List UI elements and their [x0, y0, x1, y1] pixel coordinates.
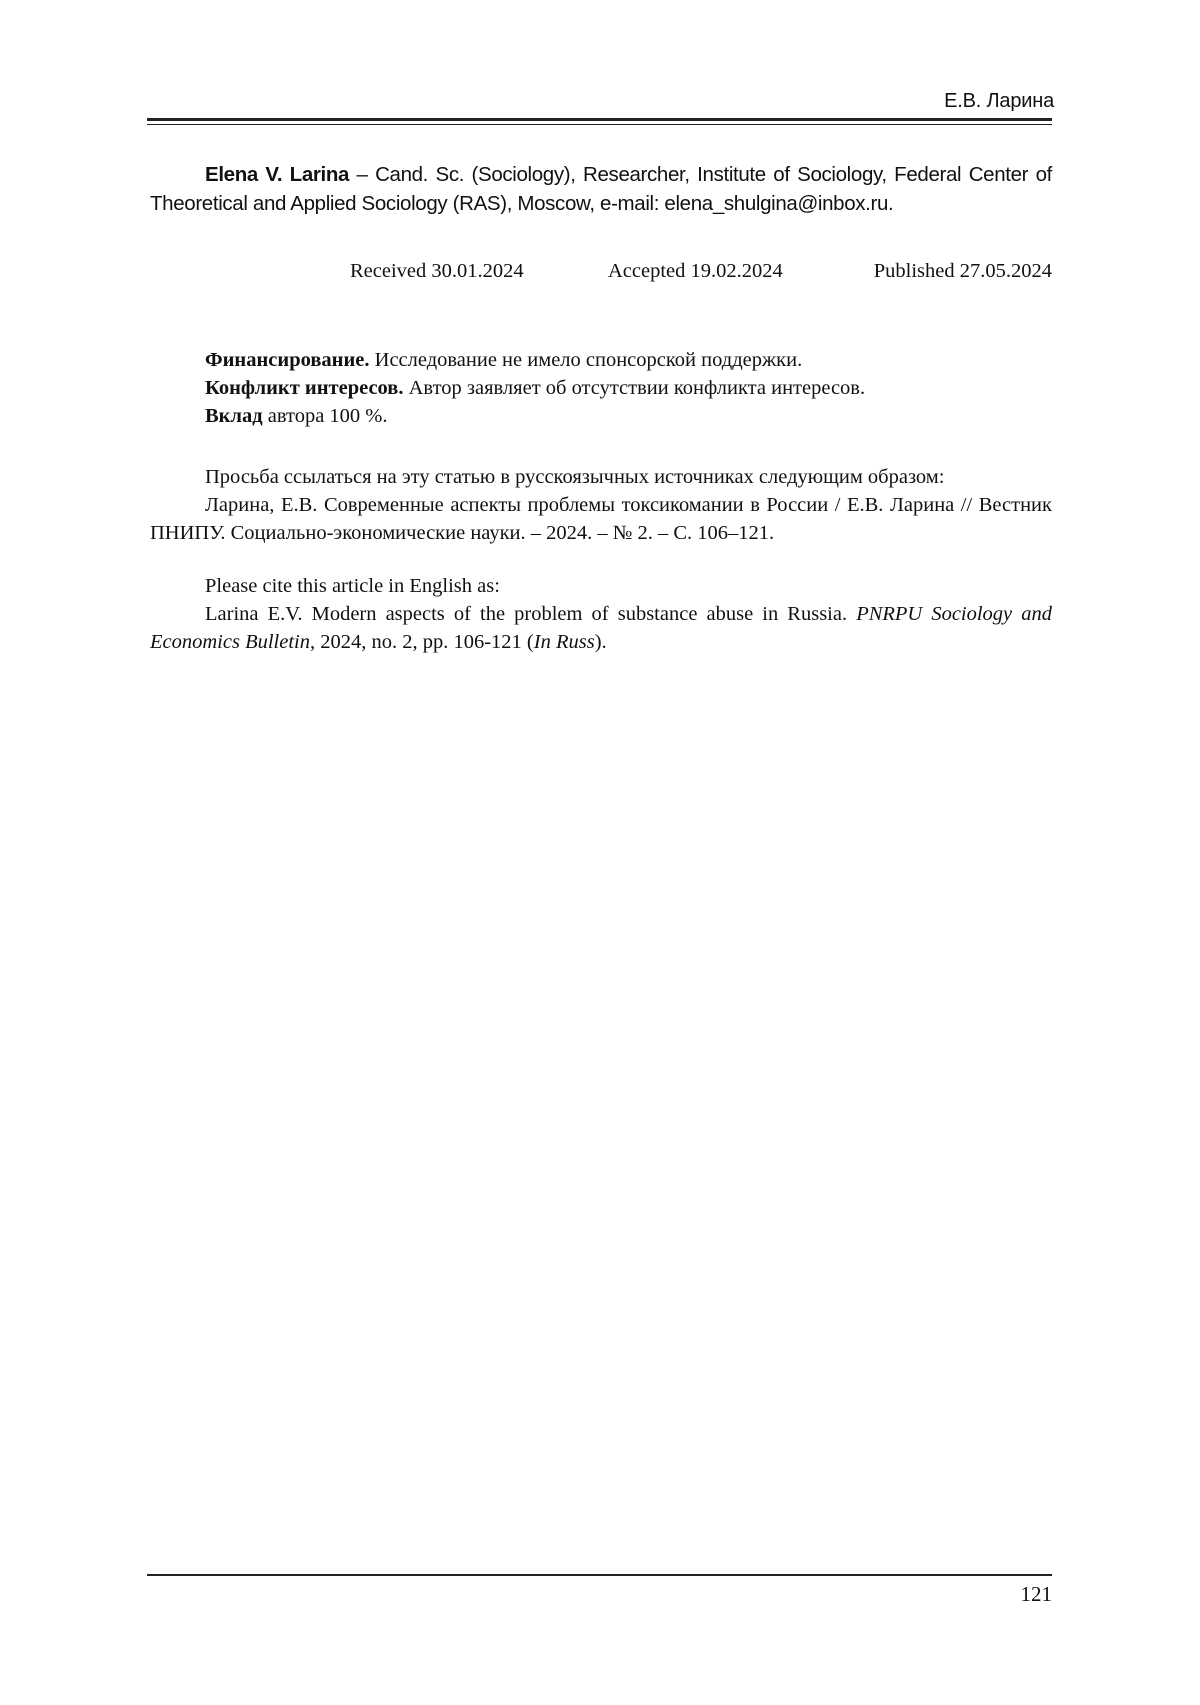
funding-line — [150, 346, 1052, 374]
author-name: Elena V. Larina — [205, 163, 350, 186]
page-number: 121 — [1020, 1582, 1052, 1606]
contribution-line — [150, 402, 1052, 430]
header-rule-thick — [147, 118, 1052, 121]
contribution-label: Вклад — [205, 405, 263, 427]
citation-en-end: ). — [594, 631, 607, 653]
citation-ru-text: Ларина, Е.В. Современные аспекты проблемы токсикомании в России / Е.В. Ларина // Вестник ПНИПУ. Социально-экономические науки. – 2024. – № 2. – С. 106–121. — [150, 494, 1052, 544]
citation-en-lang: In Russ — [533, 631, 595, 653]
received-date: Received 30.01.2024 — [350, 260, 524, 282]
funding-label: Финансирование. — [205, 349, 370, 371]
header-rule-thin — [147, 124, 1052, 125]
conflict-line — [150, 374, 1052, 402]
conflict-text: Автор заявляет об отсутствии конфликта интересов. — [403, 377, 866, 399]
citation-en-journal: PNRPU Sociology and Economics Bulletin — [150, 603, 1052, 653]
citation-en-intro: Please cite this article in English as: — [205, 575, 500, 597]
author-details: – Cand. Sc. (Sociology), Researcher, Institute of Sociology, Federal Center of Theoretical and Applied Sociology (RAS), Moscow, e-mail: elena_shulgina@inbox.ru. — [150, 163, 1052, 215]
contribution-text: автора 100 %. — [262, 405, 388, 427]
accepted-date: Accepted 19.02.2024 — [608, 260, 783, 282]
citation-en-mid: , 2024, no. 2, pp. 106-121 ( — [309, 631, 534, 653]
citation-english — [150, 572, 1052, 656]
funding-section — [150, 346, 1052, 430]
funding-text: Исследование не имело спонсорской поддержки. — [369, 349, 803, 371]
citation-en-start: Larina E.V. Modern aspects of the problem of substance abuse in Russia. — [205, 603, 857, 625]
author-info — [150, 160, 1052, 218]
citation-en-text — [150, 600, 1052, 656]
footer-rule — [147, 1574, 1052, 1576]
published-date: Published 27.05.2024 — [873, 260, 1052, 282]
citation-russian — [150, 463, 1052, 547]
citation-ru-intro: Просьба ссылаться на эту статью в русскоязычных источниках следующим образом: — [205, 466, 945, 488]
conflict-label: Конфликт интересов. — [205, 377, 404, 399]
running-header-author: Е.В. Ларина — [944, 90, 1054, 112]
